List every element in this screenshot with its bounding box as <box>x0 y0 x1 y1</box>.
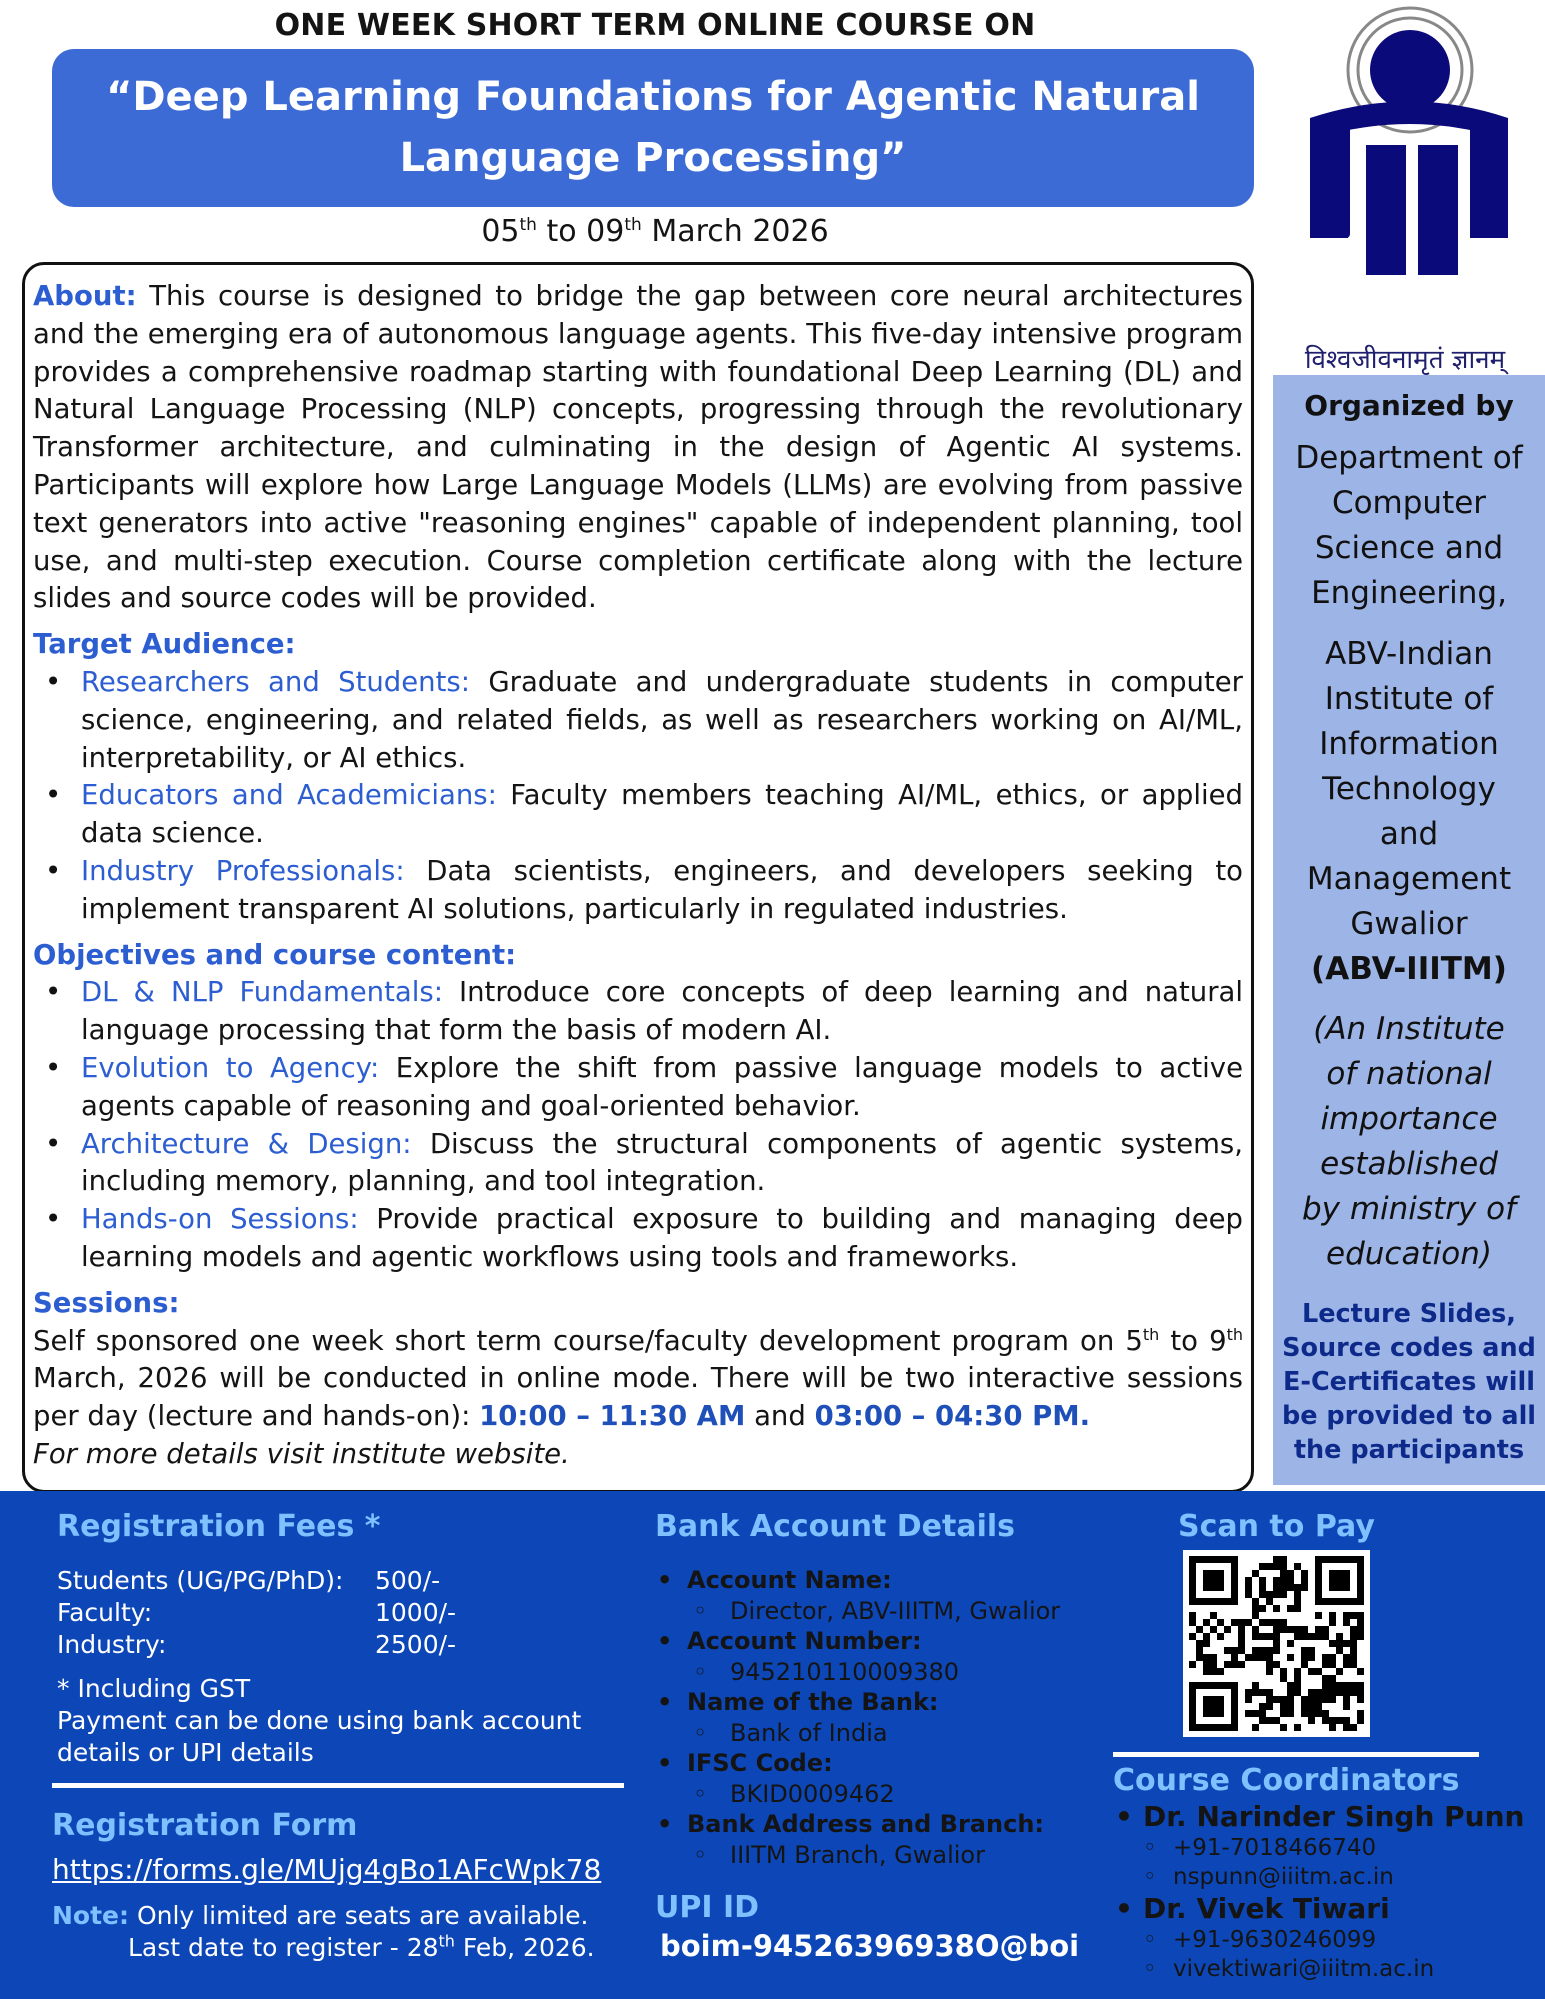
registration-form-link[interactable]: https://forms.gle/MUjg4gBo1AFcWpk78 <box>52 1853 602 1886</box>
course-title <box>106 67 1200 189</box>
note-line: importance <box>1320 1101 1498 1137</box>
bank-field-value: ◦ Bank of India <box>655 1718 1060 1749</box>
item-text: Discuss the structural components of agentic systems, including memory, planning, and tool integration. <box>81 1127 1243 1198</box>
inst-line: Management <box>1306 861 1512 897</box>
upi-id: boim-94526396938O@boi <box>660 1929 1080 1963</box>
fees-table <box>57 1565 456 1661</box>
registration-form-heading: Registration Form <box>52 1808 358 1843</box>
scan-to-pay-heading: Scan to Pay <box>1178 1509 1375 1544</box>
payment-note: details or UPI details <box>57 1738 314 1767</box>
bank-field-label: • IFSC Code: <box>655 1748 1060 1779</box>
date-end: to 09 <box>536 214 625 249</box>
gst-note: * Including GST <box>57 1674 251 1703</box>
item-label: Hands-on Sessions: <box>81 1203 359 1236</box>
bank-field-label: • Account Number: <box>655 1626 1060 1657</box>
dept-line: Department of <box>1295 440 1523 476</box>
item-text: Provide practical exposure to building and managing deep learning models and agentic workflows using tools and frameworks. <box>81 1203 1243 1273</box>
inst-line: ABV-Indian <box>1325 636 1493 672</box>
ordinal-suffix: th <box>1142 1324 1160 1344</box>
bank-field-value: ◦ 945210110009380 <box>655 1657 1060 1688</box>
department-name <box>1273 436 1545 616</box>
fee-amount: 2500/- <box>375 1630 457 1659</box>
note-line: by ministry of <box>1301 1191 1517 1227</box>
target-audience-heading: Target Audience: <box>33 628 296 661</box>
fee-amount: 1000/- <box>375 1598 457 1627</box>
item-label: Architecture & Design: <box>81 1127 412 1160</box>
coordinators-list <box>1113 1800 1524 1984</box>
sessions-heading: Sessions: <box>33 1286 180 1319</box>
course-type-heading: ONE WEEK SHORT TERM ONLINE COURSE ON <box>274 8 1036 43</box>
note-line: be provided to all <box>1281 1401 1537 1431</box>
sessions-text: and <box>745 1400 815 1433</box>
note-line: (An Institute <box>1313 1011 1505 1047</box>
bank-field-value: ◦ BKID0009462 <box>655 1779 1060 1810</box>
note-text: Feb, 2026. <box>454 1933 595 1962</box>
course-details <box>33 278 1243 1474</box>
item-text: Introduce core concepts of deep learning and natural language processing that form the basis of modern AI. <box>81 976 1243 1047</box>
objectives-heading: Objectives and course content: <box>33 938 517 971</box>
about-text: This course is designed to bridge the gap between core neural architectures and the emerging era of autonomous language agents. This five-day intensive program provides a comprehensive roadmap starting with foundational Deep Learning (DL) and Natural Language Processing (NLP) concepts, progressing through the revolutionary Transformer architecture, and culminating in the design of Agentic AI systems. Participants will explore how Large Language Models (LLMs) are evolving from passive text generators into active "reasoning engines" capable of independent planning, tool use, and multi-step execution. Course completion certificate along with the lecture slides and source codes will be provided. <box>33 280 1243 615</box>
item-text: Faculty members teaching AI/ML, ethics, or applied data science. <box>81 779 1244 850</box>
about-label: About: <box>33 280 137 312</box>
table-row <box>57 1629 456 1661</box>
table-row <box>57 1565 456 1597</box>
dept-line: Engineering, <box>1311 575 1507 611</box>
item-text: Data scientists, engineers, and developers seeking to implement transparent AI solutions, particularly in regulated industries. <box>81 854 1244 925</box>
institute-name <box>1273 632 1545 991</box>
divider <box>52 1783 624 1788</box>
payment-note: Payment can be done using bank account <box>57 1706 582 1735</box>
note-line: Lecture Slides, <box>1301 1299 1516 1329</box>
note-line: E-Certificates will <box>1282 1367 1536 1397</box>
title-line-2: Language Processing” <box>399 135 907 181</box>
course-title-banner <box>52 49 1254 207</box>
list-item <box>81 1201 1243 1277</box>
coordinators-heading: Course Coordinators <box>1113 1763 1460 1798</box>
list-item <box>81 1126 1243 1202</box>
item-text: Explore the shift from passive language models to active agents capable of reasoning and goal-oriented behavior. <box>81 1051 1243 1122</box>
bank-field-label: • Name of the Bank: <box>655 1687 1060 1718</box>
bank-details-list <box>655 1565 1060 1870</box>
note-line: the participants <box>1293 1435 1525 1465</box>
item-label: Industry Professionals: <box>81 854 405 887</box>
date-start: 05 <box>481 214 520 249</box>
more-details-note: For more details visit institute website. <box>33 1437 570 1470</box>
bank-field-value: ◦ IIITM Branch, Gwalior <box>655 1840 1060 1871</box>
session-time-1: 10:00 – 11:30 AM <box>479 1400 746 1433</box>
coordinator-email[interactable]: ◦ vivektiwari@iiitm.ac.in <box>1113 1955 1524 1984</box>
dept-line: Computer <box>1331 485 1487 521</box>
date-month: March 2026 <box>641 214 829 249</box>
note-line: Source codes and <box>1282 1333 1536 1363</box>
objectives-list <box>33 974 1243 1276</box>
item-label: Evolution to Agency: <box>81 1051 380 1084</box>
registration-note <box>52 1900 595 1964</box>
list-item <box>81 777 1243 853</box>
coordinator-phone: ◦ +91-7018466740 <box>1113 1834 1524 1863</box>
inst-line: Gwalior <box>1350 906 1468 942</box>
institute-motto: विश्वजीवनामृतं ज्ञानम् <box>1304 345 1506 375</box>
coordinator-name: • Dr. Narinder Singh Punn <box>1113 1800 1524 1834</box>
bank-field-value: ◦ Director, ABV-IIITM, Gwalior <box>655 1596 1060 1627</box>
inst-line: Information <box>1319 726 1499 762</box>
item-text: Graduate and undergraduate students in computer science, engineering, and related fields, as well as researchers working on AI/ML, interpretability, or AI ethics. <box>81 665 1243 774</box>
bank-details-heading: Bank Account Details <box>655 1509 1016 1544</box>
bank-field-label: • Account Name: <box>655 1565 1060 1596</box>
sessions-text: to 9 <box>1159 1324 1227 1357</box>
fee-category: Students (UG/PG/PhD): <box>57 1566 344 1595</box>
payment-qr-code[interactable] <box>1183 1550 1370 1737</box>
list-item <box>81 1050 1243 1126</box>
fee-category: Industry: <box>57 1630 167 1659</box>
upi-heading: UPI ID <box>655 1890 760 1925</box>
note-line: established <box>1320 1146 1498 1182</box>
note-line: of national <box>1326 1056 1492 1092</box>
organizer-sidebar <box>1273 375 1545 1485</box>
note-text: Last date to register - 28 <box>128 1933 439 1962</box>
sessions-text: Self sponsored one week short term course/faculty development program on 5 <box>33 1324 1143 1357</box>
dept-line: Science and <box>1314 530 1504 566</box>
title-line-1: “Deep Learning Foundations for Agentic Natural <box>106 74 1200 120</box>
date-suffix: th <box>624 215 642 235</box>
ordinal-suffix: th <box>438 1931 455 1951</box>
coordinator-phone: ◦ +91-9630246099 <box>1113 1926 1524 1955</box>
about-paragraph <box>33 278 1243 618</box>
list-item <box>81 664 1243 777</box>
inst-line: Technology <box>1322 771 1496 807</box>
coordinator-name: • Dr. Vivek Tiwari <box>1113 1892 1524 1926</box>
inst-line: and <box>1379 816 1439 852</box>
bank-field-label: • Bank Address and Branch: <box>655 1809 1060 1840</box>
item-label: Educators and Academicians: <box>81 779 497 812</box>
date-suffix: th <box>519 215 537 235</box>
list-item <box>81 853 1243 929</box>
materials-provided-note <box>1273 1297 1545 1467</box>
item-label: DL & NLP Fundamentals: <box>81 976 443 1009</box>
item-label: Researchers and Students: <box>81 665 470 698</box>
fee-category: Faculty: <box>57 1598 153 1627</box>
session-time-2: 03:00 – 04:30 PM. <box>814 1400 1091 1433</box>
divider <box>1113 1752 1479 1757</box>
course-dates <box>0 214 1310 249</box>
list-item <box>81 974 1243 1050</box>
note-text: Only limited are seats are available. <box>129 1901 589 1930</box>
note-line: education) <box>1326 1236 1492 1272</box>
inst-line: Institute of <box>1324 681 1494 717</box>
national-importance-note <box>1273 1007 1545 1277</box>
organized-by-label: Organized by <box>1304 389 1514 422</box>
fees-notes <box>57 1673 581 1769</box>
sessions-paragraph <box>33 1323 1243 1436</box>
table-row <box>57 1597 456 1629</box>
note-label: Note: <box>52 1901 130 1930</box>
institute-abbreviation: (ABV-IIITM) <box>1311 951 1507 987</box>
sessions-text: March, 2026 will be conducted in online mode. There will be two interactive sessions per day (lecture and hands-on): <box>33 1362 1243 1433</box>
audience-list <box>33 664 1243 929</box>
ordinal-suffix: th <box>1226 1324 1243 1344</box>
coordinator-email[interactable]: ◦ nspunn@iiitm.ac.in <box>1113 1863 1524 1892</box>
qr-icon <box>1189 1556 1364 1731</box>
registration-fees-heading: Registration Fees * <box>57 1509 381 1544</box>
institute-logo <box>1288 0 1533 325</box>
fee-amount: 500/- <box>375 1566 441 1595</box>
